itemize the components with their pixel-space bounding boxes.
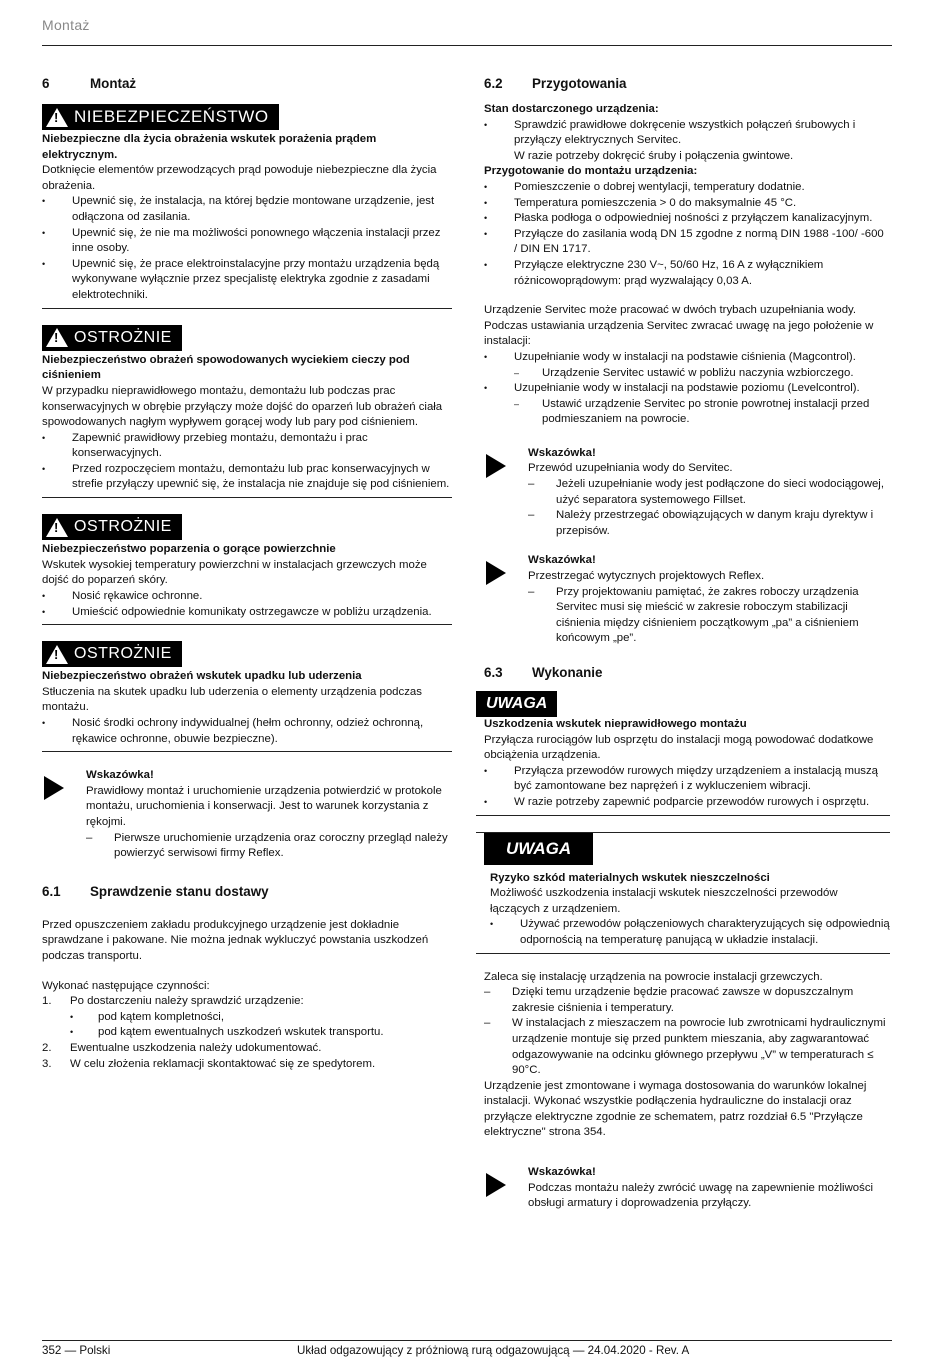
notice-text: Przyłącza rurociągów lub osprzętu do instalacji mogą powodować dodatkowe obciążenia urządzenia. xyxy=(484,733,874,762)
return-intro: Zaleca się instalację urządzenia na powrocie instalacji grzewczych. xyxy=(484,970,823,983)
hint-text: Przestrzegać wytycznych projektowych Reflex. xyxy=(528,570,765,583)
danger-list xyxy=(42,194,452,303)
list-item: • Umieścić odpowiednie komunikaty ostrzegawcze w pobliżu urządzenia. xyxy=(42,605,452,621)
arrow-right-icon xyxy=(486,454,506,478)
warning-triangle-icon xyxy=(46,518,68,537)
warning-triangle-icon xyxy=(46,328,68,347)
list-item: – Dzięki temu urządzenie będzie pracować zawsze w dopuszczalnym zakresie ciśnienia i temperatury. xyxy=(484,985,890,1016)
arrow-right-icon xyxy=(44,776,64,800)
hint-water-supply xyxy=(484,446,890,540)
notice-text: Możliwość uszkodzenia instalacji wskutek nieszczelności przewodów łączących z urządzeniem. xyxy=(490,887,838,915)
notice-box-mounting xyxy=(476,691,890,816)
caution-banner: ! OSTROŻNIE xyxy=(42,325,182,351)
hint-title: Wskazówka! xyxy=(528,554,596,567)
hint-title: Wskazówka! xyxy=(528,1166,596,1179)
list-item: • Przyłącza przewodów rurowych między urządzeniem a instalacją muszą być zamontowane bez naprężeń i z wykluczeniem wibracji. xyxy=(484,764,890,795)
list-item: • Sprawdzić prawidłowe dokręcenie wszystkich połączeń śrubowych i przyłączy elektrycznych Servitec. W razie potrzeby dokręcić śruby i połączenia gwintowe. xyxy=(484,118,890,165)
danger-banner: ! NIEBEZPIECZEŃSTWO xyxy=(42,104,279,130)
arrow-right-icon xyxy=(486,1173,506,1197)
list-item: • Zapewnić prawidłowy przebieg montażu, demontażu i prac konserwacyjnych. xyxy=(42,431,452,462)
danger-text: Dotknięcie elementów przewodzących prąd powoduje niebezpieczne dla życia obrażenia. xyxy=(42,164,437,192)
state-title: Stan dostarczonego urządzenia: xyxy=(484,103,659,115)
header-title: Montaż xyxy=(42,17,90,33)
notice-banner: UWAGA xyxy=(484,833,593,865)
page-header xyxy=(42,18,892,46)
list-item: • Upewnić się, że nie ma możliwości ponownego włączenia instalacji przez inne osoby. xyxy=(42,226,452,257)
caution-banner: ! OSTROŻNIE xyxy=(42,641,182,667)
section-6-2-heading: 6.2 Przygotowania xyxy=(484,76,627,91)
caution-banner: ! OSTROŻNIE xyxy=(42,514,182,540)
hint-title: Wskazówka! xyxy=(86,769,154,782)
section-6-1-heading: 6.1 Sprawdzenie stanu dostawy xyxy=(42,883,269,899)
danger-headline: Niebezpieczne dla życia obrażenia wskutek porażenia prądem elektrycznym. xyxy=(42,133,377,161)
section-6-3-heading: 6.3 Wykonanie xyxy=(484,665,603,680)
right-column xyxy=(484,76,890,1212)
hint-text: Przewód uzupełniania wody do Servitec. xyxy=(528,462,733,475)
list-item: • pod kątem kompletności, xyxy=(70,1010,452,1026)
hint-access xyxy=(484,1165,890,1212)
list-item: • Upewnić się, że prace elektroinstalacyjne przy montażu urządzenia będą wykonywane wyłącznie przez specjalistę elektryka zgodnie z zasadami elektrotechniki. xyxy=(42,257,452,304)
hint-text: Prawidłowy montaż i uruchomienie urządzenia potwierdzić w protokole montażu, uruchomienia i konserwacji. Jest to warunek korzystania z rękojmi. xyxy=(86,784,442,828)
caution-box-hot xyxy=(42,514,452,625)
list-item: • Pomieszczenie o dobrej wentylacji, temperatury dodatnie. xyxy=(484,180,890,196)
list-item: • Temperatura pomieszczenia > 0 do maksymalnie 45 °C. xyxy=(484,196,890,212)
warning-triangle-icon xyxy=(46,108,68,127)
list-item: • Uzupełnianie wody w instalacji na podstawie ciśnienia (Magcontrol). – Urządzenie Servitec ustawić w pobliżu naczynia wzbiorczego. xyxy=(484,350,890,381)
list-item: – Należy przestrzegać obowiązujących w danym kraju dyrektyw i przepisów. xyxy=(528,508,890,539)
list-item: • W razie potrzeby zapewnić podparcie przewodów rurowych i osprzętu. xyxy=(484,795,890,811)
notice-box-leak xyxy=(476,832,890,954)
notice-headline: Uszkodzenia wskutek nieprawidłowego montażu xyxy=(484,718,747,730)
install-paragraph: Urządzenie jest zmontowane i wymaga dostosowania do warunków lokalnej instalacji. Wykonać wszystkie podłączenia hydrauliczne do instalacji oraz przyłącze elektryczne zgodnie ze schematem, patrz rozdział 6.5 "Przyłącze elektryczne" strona 354. xyxy=(484,1079,867,1139)
caution-box-pressure xyxy=(42,325,452,498)
page-footer xyxy=(42,1340,892,1357)
list-item: • Płaska podłoga o odpowiedniej nośności z przyłączem kanalizacyjnym. xyxy=(484,211,890,227)
footer-page: 352 — Polski xyxy=(42,1344,111,1357)
list-item: – Pierwsze uruchomienie urządzenia oraz coroczny przegląd należy powierzyć serwisowi firmy Reflex. xyxy=(86,831,452,862)
list-item: • Nosić rękawice ochronne. xyxy=(42,589,452,605)
list-item: • Nosić środki ochrony indywidualnej (hełm ochronny, odzież ochronną, rękawice ochronne, obuwie bezpieczne). xyxy=(42,716,452,747)
list-item: • pod kątem ewentualnych uszkodzeń wskutek transportu. xyxy=(70,1025,452,1041)
hint-design xyxy=(484,553,890,647)
caution-headline: Niebezpieczeństwo obrażeń wskutek upadku lub uderzenia xyxy=(42,670,362,683)
steps-list xyxy=(42,994,452,1072)
caution-text: Stłuczenia na skutek upadku lub uderzenia o elementy urządzenia podczas montażu. xyxy=(42,685,422,714)
caution-headline: Niebezpieczeństwo obrażeń spowodowanych wyciekiem cieczy pod ciśnieniem xyxy=(42,353,410,382)
list-item: • Upewnić się, że instalacja, na której będzie montowane urządzenie, jest odłączona od zasilania. xyxy=(42,194,452,225)
caution-list xyxy=(42,716,452,747)
section-6-heading: 6 Montaż xyxy=(42,76,137,91)
list-item: – Ustawić urządzenie Servitec po stronie powrotnej instalacji przed podmieszaniem na powrocie. xyxy=(514,397,890,428)
caution-headline: Niebezpieczeństwo poparzenia o gorące powierzchnie xyxy=(42,543,336,556)
notice-banner: UWAGA xyxy=(476,691,557,717)
list-item: • Używać przewodów połączeniowych charakteryzujących się odpowiednią odpornością na temperaturę panującą w układzie instalacji. xyxy=(490,917,890,948)
list-item: • Przyłącze elektryczne 230 V~, 50/60 Hz, 16 A z wyłącznikiem różnicowoprądowym: prąd wyzwalający 0,03 A. xyxy=(484,258,890,289)
arrow-right-icon xyxy=(486,561,506,585)
hint-protocol xyxy=(42,768,452,862)
modes-paragraph: Urządzenie Servitec może pracować w dwóch trybach uzupełniania wody. Podczas ustawiania urządzenia Servitec zwracać uwagę na jego położenie w instalacji: xyxy=(484,304,874,348)
list-item: • Uzupełnianie wody w instalacji na podstawie poziomu (Levelcontrol). – Ustawić urządzenie Servitec po stronie powrotnej instalacji przed podmieszaniem na powrocie. xyxy=(484,381,890,428)
caution-text: Wskutek wysokiej temperatury powierzchni w instalacjach grzewczych może dojść do poparzeń skóry. xyxy=(42,558,427,587)
prep-title: Przygotowanie do montażu urządzenia: xyxy=(484,165,698,178)
left-column xyxy=(42,76,452,1072)
list-item: • Przyłącze do zasilania wodą DN 15 zgodne z normą DIN 1988 -100/ -600 / DIN EN 1717. xyxy=(484,227,890,258)
warning-triangle-icon xyxy=(46,645,68,664)
hint-title: Wskazówka! xyxy=(528,446,596,459)
list-item: – Jeżeli uzupełnianie wody jest podłączone do sieci wodociągowej, użyć separatora systemowego Fillset. xyxy=(528,477,890,508)
hint-text: Podczas montażu należy zwrócić uwagę na zapewnienie możliwości obsługi armatury i doprowadzenia przyłączy. xyxy=(528,1181,874,1210)
delivery-paragraph: Przed opuszczeniem zakładu produkcyjnego urządzenie jest dokładnie sprawdzane i pakowane. Nie można jednak wykluczyć powstania uszkodzeń podczas transportu. xyxy=(42,918,429,962)
caution-list xyxy=(42,431,452,493)
notice-headline: Ryzyko szkód materialnych wskutek nieszczelności xyxy=(490,871,770,884)
list-item: 2. Ewentualne uszkodzenia należy udokumentować. xyxy=(42,1041,322,1054)
list-item: 1. Po dostarczeniu należy sprawdzić urządzenie: • pod kątem kompletności, • pod kątem ewentualnych uszkodzeń wskutek transportu. xyxy=(42,994,452,1041)
steps-intro: Wykonać następujące czynności: xyxy=(42,979,210,992)
list-item: • Przed rozpoczęciem montażu, demontażu lub prac konserwacyjnych w strefie przyłączy upewnić się, że instalacja nie znajduje się pod ciśnieniem. xyxy=(42,462,452,493)
caution-box-fall xyxy=(42,641,452,752)
list-item: – Urządzenie Servitec ustawić w pobliżu naczynia wzbiorczego. xyxy=(514,366,890,382)
list-item: – Przy projektowaniu pamiętać, że zakres roboczy urządzenia Servitec musi się mieścić w zakresie roboczym stabilizacji ciśnienia między ciśnieniem początkowym „pa” a ciśnieniem końcowym „pe”. xyxy=(528,585,890,647)
caution-list xyxy=(42,589,452,620)
list-item: – W instalacjach z mieszaczem na powrocie lub zwrotnicami hydraulicznymi urządzenie montuje się przed punktem mieszania, aby zagwarantować odgazowywanie na odcinku głównego przepływu „V” w temperaturach ≤ 90°C. xyxy=(484,1016,890,1078)
footer-doc: Układ odgazowujący z próżniową rurą odgazowującą — 24.04.2020 - Rev. A xyxy=(297,1344,690,1357)
list-item: 3. W celu złożenia reklamacji skontaktować się ze spedytorem. xyxy=(42,1057,376,1070)
danger-box xyxy=(42,104,452,309)
caution-text: W przypadku nieprawidłowego montażu, demontażu lub podczas prac konserwacyjnych w obrębie przyłączy może dojść do oparzeń lub obrażeń ciała spowodowanych nagłym wypływem gorącej wody lub pary pod ciśnieniem. xyxy=(42,384,443,429)
